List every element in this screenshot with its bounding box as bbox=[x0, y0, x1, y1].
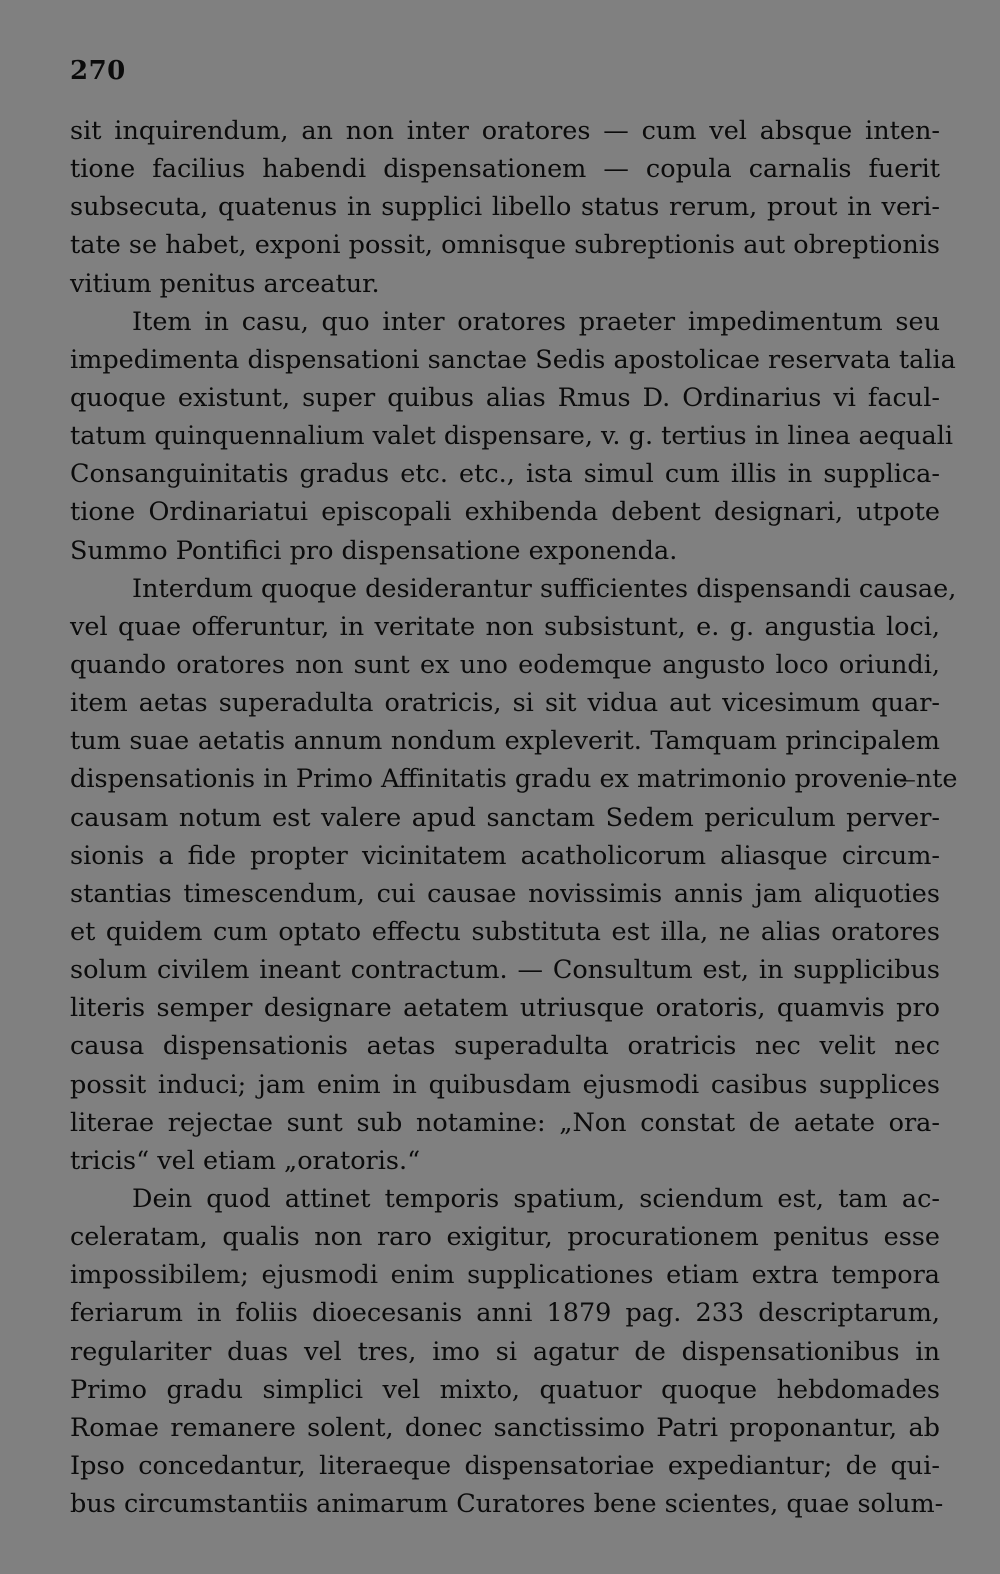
text-line: Summo Pontifici pro dispensatione exponenda. bbox=[70, 535, 678, 566]
paragraph bbox=[70, 1180, 944, 1523]
body-text bbox=[70, 112, 958, 1523]
text-line: celeratam, qualis non raro exigitur, procurationem penitus esse bbox=[70, 1222, 940, 1253]
text-line: impossibilem; ejusmodi enim supplicationes etiam extra tempora bbox=[70, 1260, 940, 1291]
text-line: stantias timescendum, cui causae novissimis annis jam aliquoties bbox=[70, 878, 940, 909]
text-line: possit induci; jam enim in quibusdam ejusmodi casibus supplices bbox=[70, 1069, 940, 1100]
text-line: Dein quod attinet temporis spatium, sciendum est, tam ac- bbox=[132, 1183, 940, 1214]
text-line: causa dispensationis aetas superadulta oratricis nec velit nec bbox=[70, 1031, 940, 1062]
text-line: Ipso concedantur, literaeque dispensatoriae expediantur; de qui- bbox=[70, 1450, 940, 1481]
text-line: vitium penitus arceatur. bbox=[70, 268, 380, 299]
text-line: tione Ordinariatui episcopali exhibenda debent designari, utpote bbox=[70, 497, 940, 528]
paragraph bbox=[70, 303, 956, 570]
text-line: tum suae aetatis annum nondum expleverit. Tamquam principalem bbox=[70, 726, 940, 757]
text-line: Interdum quoque desiderantur sufficientes dispensandi causae, bbox=[132, 573, 957, 604]
text-line: Consanguinitatis gradus etc. etc., ista simul cum illis in supplica- bbox=[70, 459, 940, 490]
text-line: Primo gradu simplici vel mixto, quatuor quoque hebdomades bbox=[70, 1374, 940, 1405]
text-line: quando oratores non sunt ex uno eodemque angusto loco oriundi, bbox=[70, 649, 940, 680]
text-line: impedimenta dispensationi sanctae Sedis apostolicae reservata talia bbox=[70, 344, 956, 375]
text-line: et quidem cum optato effectu substituta est illa, ne alias oratores bbox=[70, 916, 940, 947]
paragraph bbox=[70, 570, 958, 1180]
text-line: Romae remanere solent, donec sanctissimo Patri proponantur, ab bbox=[70, 1412, 940, 1443]
text-line: bus circumstantiis animarum Curatores bene scientes, quae solum- bbox=[70, 1489, 944, 1520]
paragraph bbox=[70, 112, 940, 303]
text-line: vel quae offeruntur, in veritate non subsistunt, e. g. angustia loci, bbox=[70, 611, 940, 642]
text-line: tricis“ vel etiam „oratoris.“ bbox=[70, 1145, 421, 1176]
text-line: quoque existunt, super quibus alias Rmus D. Ordinarius vi facul- bbox=[70, 382, 940, 413]
text-line: causam notum est valere apud sanctam Sedem periculum perver- bbox=[70, 802, 940, 833]
page-number: 270 bbox=[70, 56, 126, 86]
text-line: sit inquirendum, an non inter oratores — cum vel absque inten- bbox=[70, 116, 940, 146]
text-line: regulariter duas vel tres, imo si agatur de dispensationibus in bbox=[70, 1336, 940, 1367]
text-line: tione facilius habendi dispensationem — copula carnalis fuerit bbox=[70, 154, 940, 185]
text-line: tatum quinquennalium valet dispensare, v. g. tertius in linea aequali bbox=[70, 421, 954, 452]
text-line: solum civilem ineant contractum. — Consultum est, in supplicibus bbox=[70, 955, 940, 986]
text-line: sionis a fide propter vicinitatem acatholicorum aliasque circum- bbox=[70, 840, 940, 871]
text-line: Item in casu, quo inter oratores praeter impedimentum seu bbox=[132, 306, 940, 337]
text-line: subsecuta, quatenus in supplici libello status rerum, prout in veri- bbox=[70, 192, 940, 223]
text-line: literae rejectae sunt sub notamine: „Non constat de aetate ora- bbox=[70, 1107, 940, 1138]
text-line: tate se habet, exponi possit, omnisque subreptionis aut obreptionis bbox=[70, 230, 940, 261]
text-line: dispensationis in Primo Affinitatis gradu ex matrimonio provenie ̶nte bbox=[70, 764, 958, 795]
text-line: feriarum in foliis dioecesanis anni 1879 pag. 233 descriptarum, bbox=[70, 1298, 940, 1329]
text-line: literis semper designare aetatem utriusque oratoris, quamvis pro bbox=[70, 993, 940, 1024]
text-line: item aetas superadulta oratricis, si sit vidua aut vicesimum quar- bbox=[70, 688, 940, 719]
